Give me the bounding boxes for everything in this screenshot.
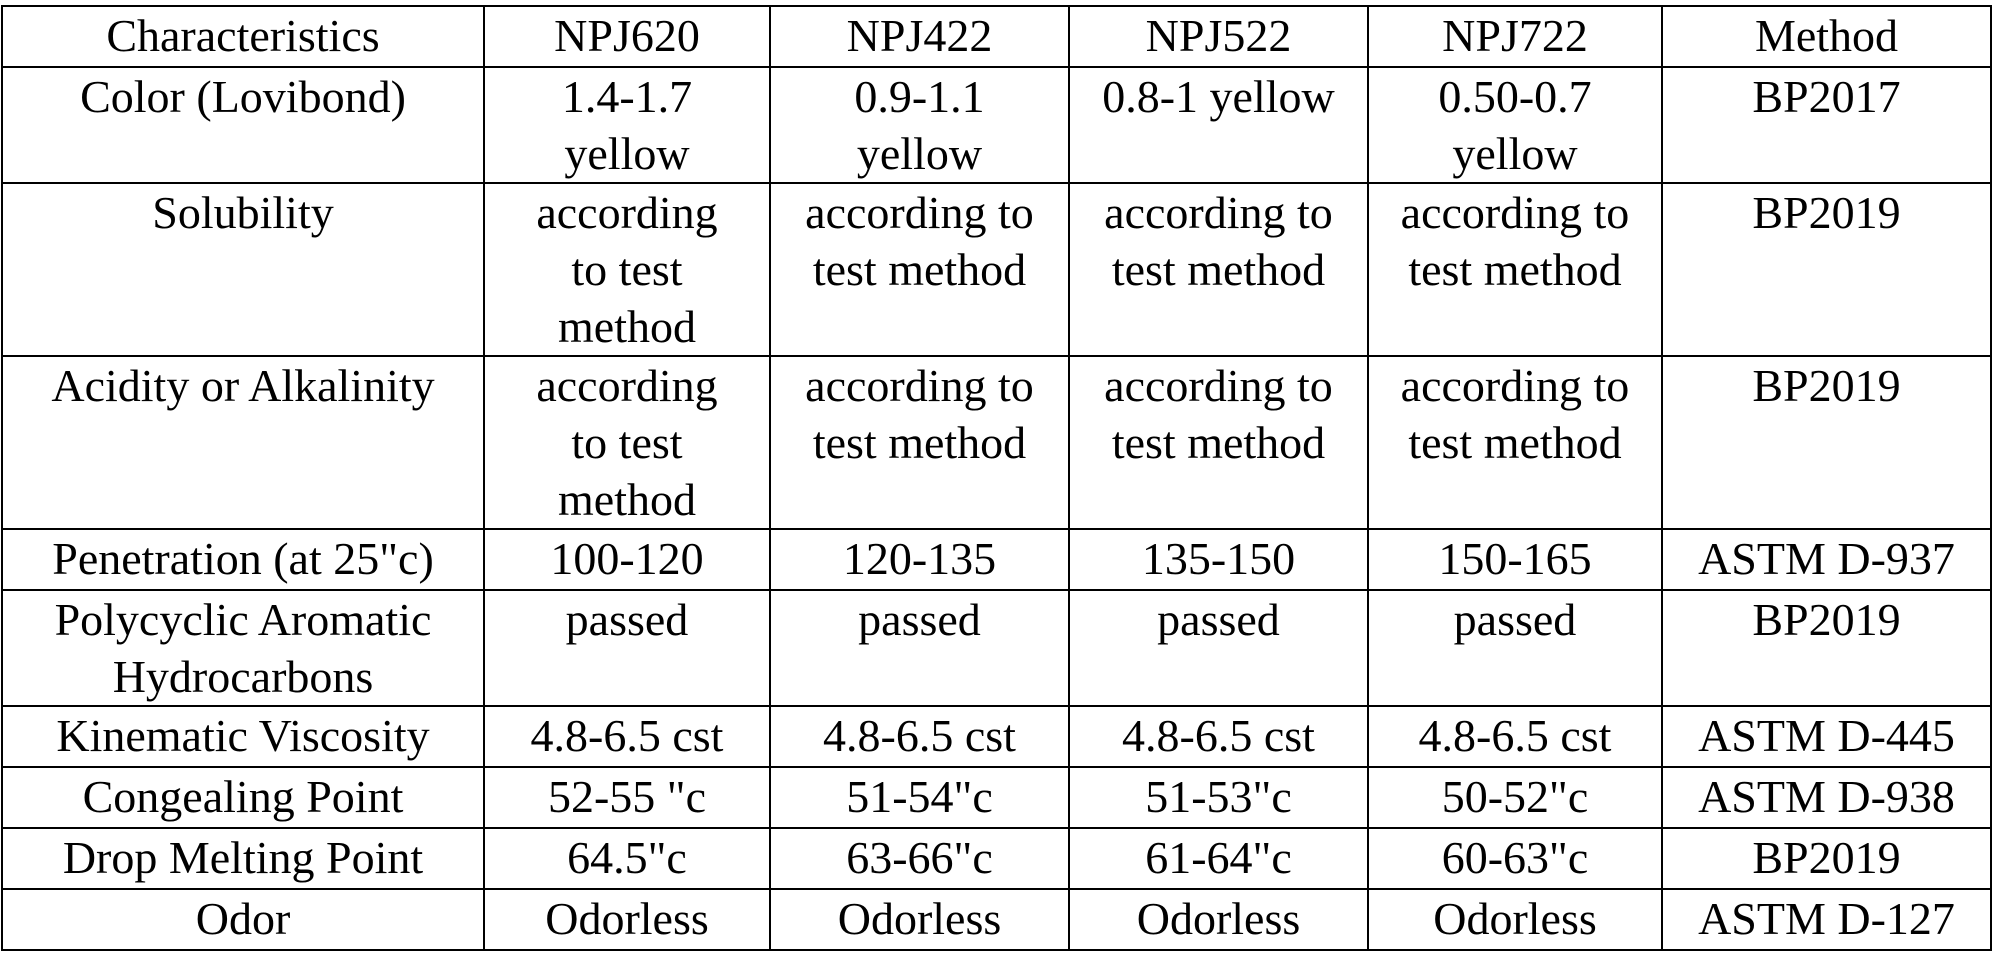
cell-npj522: 4.8-6.5 cst: [1069, 706, 1368, 767]
table-row: [2, 356, 1991, 529]
cell-npj722: 60-63"c: [1368, 828, 1662, 889]
cell-characteristic: Solubility: [2, 183, 484, 356]
cell-npj422: according to test method: [770, 356, 1069, 529]
cell-npj722: 4.8-6.5 cst: [1368, 706, 1662, 767]
cell-npj620: 64.5"c: [484, 828, 770, 889]
table-row: [2, 828, 1991, 889]
cell-npj620: passed: [484, 590, 770, 706]
header-npj722: NPJ722: [1368, 6, 1662, 67]
cell-characteristic: Congealing Point: [2, 767, 484, 828]
cell-npj722: 50-52"c: [1368, 767, 1662, 828]
cell-npj722: 150-165: [1368, 529, 1662, 590]
cell-npj422: 51-54"c: [770, 767, 1069, 828]
cell-npj620: according to test method: [484, 356, 770, 529]
cell-method: ASTM D-937: [1662, 529, 1991, 590]
cell-npj522: 61-64"c: [1069, 828, 1368, 889]
cell-method: BP2019: [1662, 356, 1991, 529]
cell-method: BP2019: [1662, 590, 1991, 706]
table-row: [2, 529, 1991, 590]
cell-npj422: 4.8-6.5 cst: [770, 706, 1069, 767]
cell-npj620: according to test method: [484, 183, 770, 356]
cell-npj522: according to test method: [1069, 356, 1368, 529]
specifications-table: [1, 5, 1992, 951]
cell-npj722: 0.50-0.7 yellow: [1368, 67, 1662, 183]
cell-npj422: 0.9-1.1 yellow: [770, 67, 1069, 183]
table-header-row: [2, 6, 1991, 67]
cell-npj620: 52-55 "c: [484, 767, 770, 828]
cell-characteristic: Color (Lovibond): [2, 67, 484, 183]
cell-npj422: 63-66"c: [770, 828, 1069, 889]
table-row: [2, 889, 1991, 950]
table-row: [2, 590, 1991, 706]
cell-npj722: according to test method: [1368, 183, 1662, 356]
cell-method: ASTM D-938: [1662, 767, 1991, 828]
header-npj422: NPJ422: [770, 6, 1069, 67]
header-npj620: NPJ620: [484, 6, 770, 67]
header-npj522: NPJ522: [1069, 6, 1368, 67]
cell-npj422: Odorless: [770, 889, 1069, 950]
cell-method: BP2019: [1662, 828, 1991, 889]
cell-npj722: according to test method: [1368, 356, 1662, 529]
cell-characteristic: Polycyclic Aromatic Hydrocarbons: [2, 590, 484, 706]
cell-characteristic: Odor: [2, 889, 484, 950]
cell-npj522: 51-53"c: [1069, 767, 1368, 828]
cell-npj522: 135-150: [1069, 529, 1368, 590]
cell-characteristic: Kinematic Viscosity: [2, 706, 484, 767]
table-row: [2, 706, 1991, 767]
cell-method: ASTM D-445: [1662, 706, 1991, 767]
header-characteristics: Characteristics: [2, 6, 484, 67]
cell-npj722: Odorless: [1368, 889, 1662, 950]
cell-npj422: 120-135: [770, 529, 1069, 590]
cell-characteristic: Penetration (at 25"c): [2, 529, 484, 590]
cell-characteristic: Drop Melting Point: [2, 828, 484, 889]
cell-npj522: according to test method: [1069, 183, 1368, 356]
cell-npj620: Odorless: [484, 889, 770, 950]
cell-npj422: according to test method: [770, 183, 1069, 356]
cell-npj620: 100-120: [484, 529, 770, 590]
table-row: [2, 67, 1991, 183]
table-row: [2, 767, 1991, 828]
cell-npj522: Odorless: [1069, 889, 1368, 950]
cell-npj522: 0.8-1 yellow: [1069, 67, 1368, 183]
table-row: [2, 183, 1991, 356]
cell-method: BP2019: [1662, 183, 1991, 356]
cell-method: ASTM D-127: [1662, 889, 1991, 950]
cell-npj620: 1.4-1.7 yellow: [484, 67, 770, 183]
cell-npj620: 4.8-6.5 cst: [484, 706, 770, 767]
cell-npj522: passed: [1069, 590, 1368, 706]
cell-npj422: passed: [770, 590, 1069, 706]
cell-method: BP2017: [1662, 67, 1991, 183]
cell-npj722: passed: [1368, 590, 1662, 706]
header-method: Method: [1662, 6, 1991, 67]
cell-characteristic: Acidity or Alkalinity: [2, 356, 484, 529]
